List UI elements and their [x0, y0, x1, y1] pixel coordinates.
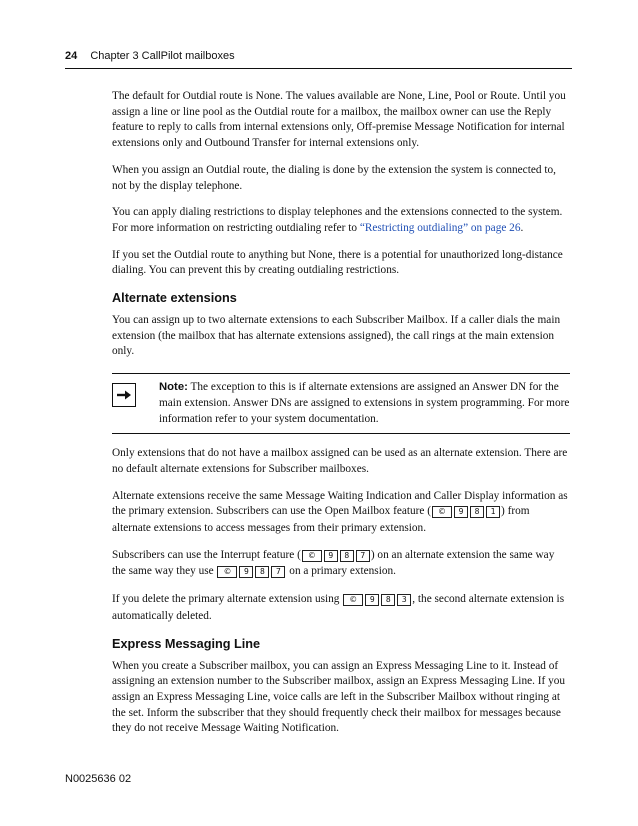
delete-alternate-paragraph: If you delete the primary alternate extension using © 9 8 3 , the second alternate extension is automatically deleted. — [112, 593, 565, 622]
interrupt-paragraph: Subscribers can use the Interrupt feature ( © 9 8 7 ) on an alternate extension the same way the same way they use © 9 8 7 on a primary extension. — [112, 548, 570, 581]
note-label: Note: — [159, 381, 188, 394]
feature-key: © — [432, 506, 452, 518]
note-text — [159, 380, 570, 427]
long-distance-paragraph: If you set the Outdial route to anything but None, there is a potential for unauthorized long-distance dialing. You can prevent this by creating outdialing restrictions. — [112, 248, 563, 277]
feature-key: © — [302, 550, 322, 562]
key: 8 — [381, 594, 395, 606]
open-mailbox-paragraph: Alternate extensions receive the same Message Waiting Indication and Caller Display information as the primary extension. Subscribers can use the Open Mailbox feature ( © 9 8 1 ) from alternate extensions to access messages from their primary extension. — [112, 489, 568, 535]
key: 8 — [255, 566, 269, 578]
open-mailbox-key-sequence — [431, 505, 501, 521]
outdial-route-paragraph: When you assign an Outdial route, the dialing is done by the extension the system is connected to, not by the display telephone. — [112, 163, 556, 192]
alternate-intro-paragraph: You can assign up to two alternate extensions to each Subscriber Mailbox. If a caller dials the main extension (the mailbox that has alternate extensions assigned), the call rings at the main extension only. — [112, 314, 561, 358]
outdial-default-paragraph: The default for Outdial route is None. The values available are None, Line, Pool or Route. Until you assign a line or line pool as the Outdial route for a mailbox, the mailbox owner can use the Reply feature to reply to calls from internal extensions only, Off-premise Message Notification for internal extensions only and Outbound Transfer for internal extensions only. — [112, 90, 566, 150]
running-header — [65, 50, 235, 62]
document-number: N0025636 02 — [65, 773, 132, 785]
feature-key: © — [343, 594, 363, 606]
key: 8 — [470, 506, 484, 518]
page-number: 24 — [65, 50, 78, 62]
express-messaging-paragraph: When you create a Subscriber mailbox, you can assign an Express Messaging Line to it. Instead of assigning an extension number to the Subscriber mailbox, assign an Express Messaging Line. If you assign an Express Messaging Line, voice calls are left in the Subscriber Mailbox without ringing at the set. Inform the subscriber that they should frequently check their mailbox for messages because they do not receive Message Waiting Notification. — [112, 659, 566, 735]
express-messaging-heading: Express Messaging Line — [112, 636, 261, 651]
chapter-title: Chapter 3 CallPilot mailboxes — [90, 50, 235, 62]
feature-key: © — [217, 566, 237, 578]
note-box — [112, 373, 570, 434]
interrupt-key-sequence — [301, 549, 371, 565]
page-body — [112, 89, 570, 748]
key: 9 — [324, 550, 338, 562]
alternate-extensions-heading: Alternate extensions — [112, 291, 237, 306]
restricting-outdialing-link[interactable]: “Restricting outdialing” on page 26 — [359, 221, 521, 234]
key: 9 — [365, 594, 379, 606]
header-rule — [65, 68, 572, 69]
key: 1 — [486, 506, 500, 518]
key: 3 — [397, 594, 411, 606]
key: 7 — [271, 566, 285, 578]
key: 9 — [454, 506, 468, 518]
key: 9 — [239, 566, 253, 578]
key: 8 — [340, 550, 354, 562]
right-arrow-icon — [112, 383, 136, 407]
interrupt-key-sequence — [216, 565, 286, 581]
no-mailbox-paragraph: Only extensions that do not have a mailbox assigned can be used as an alternate extension. There are no default alternate extensions for Subscriber mailboxes. — [112, 447, 568, 475]
dialing-restrictions-paragraph: You can apply dialing restrictions to display telephones and the extensions connected to the system. For more information on restricting outdialing refer to “Restricting outdialing” on page 26. — [112, 206, 563, 234]
delete-alternate-key-sequence — [342, 593, 412, 609]
key: 7 — [356, 550, 370, 562]
note-body: The exception to this is if alternate extensions are assigned an Answer DN for the main extension. Answer DNs are assigned to extensions in system programming. For more information refer to your system documentation. — [159, 381, 570, 425]
